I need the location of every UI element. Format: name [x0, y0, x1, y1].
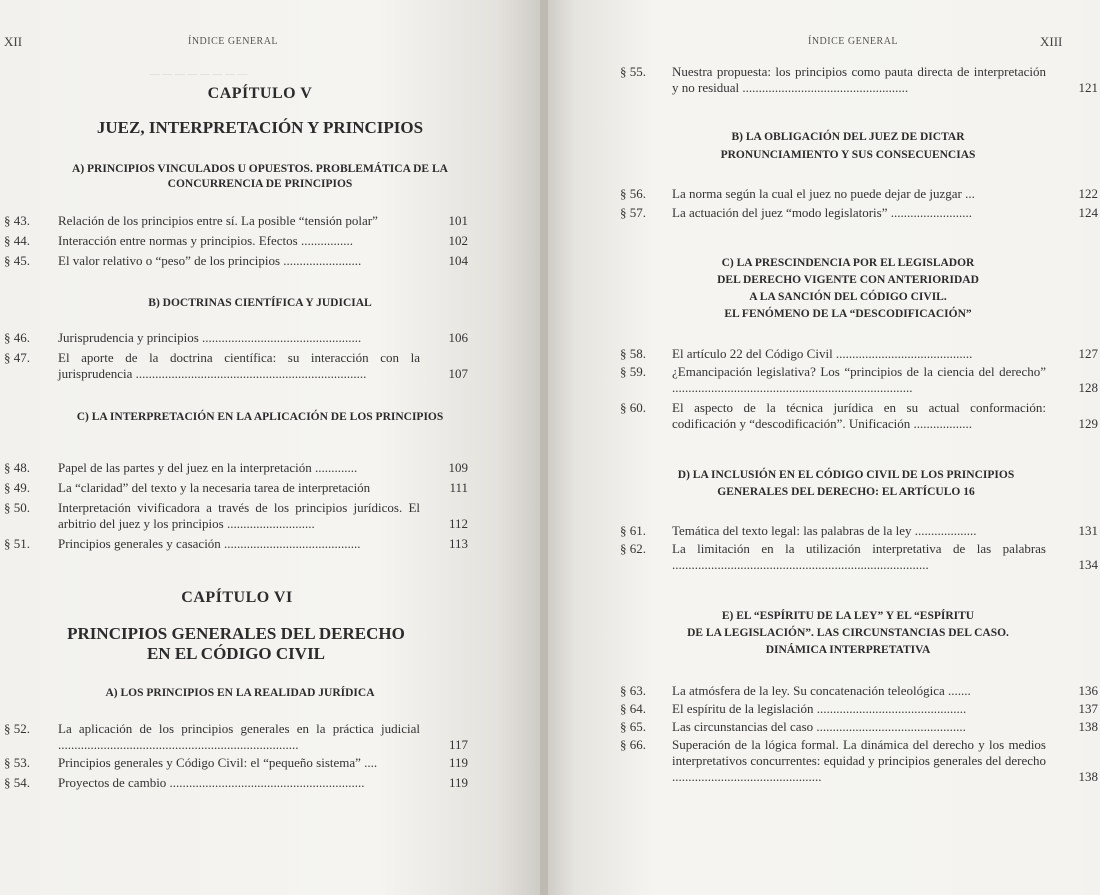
running-head: ÍNDICE GENERAL [808, 36, 899, 47]
entry-page: 102 [448, 233, 468, 248]
entry-page: 127 [1078, 346, 1098, 361]
entry-page: 134 [1078, 557, 1098, 572]
toc-entry[interactable] [4, 460, 474, 478]
toc-entry[interactable] [620, 186, 1100, 204]
entry-title: Superación de la lógica formal. La dinámica del derecho y los medios interpretativos concurrentes: equidad y principios generales del derecho .............................................. [672, 737, 1046, 784]
entry-title: El artículo 22 del Código Civil .......................................... [672, 346, 973, 361]
entry-page: 106 [448, 330, 468, 345]
section-number: § 60. [620, 400, 646, 415]
entry-title: Jurisprudencia y principios ................................................. [58, 330, 362, 345]
entry-page: 131 [1078, 523, 1098, 538]
entry-title: El espíritu de la legislación .............................................. [672, 701, 967, 716]
chapter-title: JUEZ, INTERPRETACIÓN Y PRINCIPIOS [96, 118, 424, 137]
entry-page: 138 [1078, 769, 1098, 784]
entry-page: 104 [448, 253, 468, 268]
entry-title: El valor relativo o “peso” de los principios ........................ [58, 253, 362, 268]
toc-entry[interactable] [4, 233, 474, 251]
entry-title: La norma según la cual el juez no puede dejar de juzgar ... [672, 186, 975, 201]
entry-page: 113 [448, 536, 468, 551]
entry-title: Temática del texto legal: las palabras de la ley ................... [672, 523, 977, 538]
toc-entry[interactable] [4, 755, 474, 773]
entry-title: El aspecto de la técnica jurídica en su actual conformación: codificación y “descodificación”. Unificación .................. [672, 400, 1046, 431]
entry-title: El aporte de la doctrina científica: su interacción con la jurisprudencia ....................................................................... [58, 350, 420, 381]
section-heading: EL FENÓMENO DE LA “DESCODIFICACIÓN” [724, 308, 972, 320]
section-number: § 43. [4, 213, 30, 228]
page-number: XII [4, 34, 23, 49]
toc-entry[interactable] [620, 364, 1100, 398]
entry-title: La actuación del juez “modo legislatoris” ......................... [672, 205, 972, 220]
chapter-label: CAPÍTULO VI [181, 589, 293, 606]
section-number: § 50. [4, 500, 30, 515]
toc-entry[interactable] [4, 213, 474, 231]
section-heading: D) LA INCLUSIÓN EN EL CÓDIGO CIVIL DE LOS PRINCIPIOS [677, 469, 1015, 481]
entry-page: 122 [1078, 186, 1098, 201]
toc-entry[interactable] [620, 683, 1100, 701]
running-head: ÍNDICE GENERAL [188, 36, 279, 47]
toc-entry[interactable] [620, 400, 1100, 434]
page-number: XIII [1040, 34, 1063, 49]
section-number: § 62. [620, 541, 646, 556]
section-heading: A) LOS PRINCIPIOS EN LA REALIDAD JURÍDICA [105, 687, 375, 699]
book-gutter [540, 0, 548, 895]
section-number: § 48. [4, 460, 30, 475]
section-number: § 61. [620, 523, 646, 538]
section-number: § 47. [4, 350, 30, 365]
section-number: § 64. [620, 701, 646, 716]
entry-title: Nuestra propuesta: los principios como pauta directa de interpretación y no residual ................................................... [672, 64, 1046, 95]
section-number: § 49. [4, 480, 30, 495]
toc-entry[interactable] [620, 346, 1100, 364]
entry-title: La “claridad” del texto y la necesaria tarea de interpretación [58, 480, 371, 495]
section-number: § 58. [620, 346, 646, 361]
toc-entry[interactable] [4, 330, 474, 348]
toc-entry[interactable] [4, 721, 474, 755]
section-heading: GENERALES DEL DERECHO: EL ARTÍCULO 16 [717, 486, 975, 498]
entry-page: 117 [448, 737, 468, 752]
left-page [0, 0, 540, 895]
toc-entry[interactable] [620, 541, 1100, 575]
section-number: § 45. [4, 253, 30, 268]
section-number: § 46. [4, 330, 30, 345]
entry-page: 129 [1078, 416, 1098, 431]
entry-page: 136 [1078, 683, 1098, 698]
entry-page: 128 [1078, 380, 1098, 395]
entry-page: 107 [448, 366, 468, 381]
section-number: § 55. [620, 64, 646, 79]
chapter-title: PRINCIPIOS GENERALES DEL DERECHO [67, 624, 405, 643]
chapter-title: EN EL CÓDIGO CIVIL [146, 644, 326, 663]
section-number: § 52. [4, 721, 30, 736]
section-heading: PRONUNCIAMIENTO Y SUS CONSECUENCIAS [720, 149, 976, 161]
entry-title: Papel de las partes y del juez en la interpretación ............. [58, 460, 358, 475]
toc-entry[interactable] [620, 737, 1100, 789]
section-number: § 51. [4, 536, 30, 551]
entry-page: 112 [448, 516, 468, 531]
toc-entry[interactable] [4, 350, 474, 384]
chapter-label: CAPÍTULO V [207, 85, 313, 102]
toc-entry[interactable] [4, 775, 474, 793]
toc-entry[interactable] [4, 480, 474, 498]
bleed-through: — — — — — — — — [150, 68, 248, 80]
entry-title: Relación de los principios entre sí. La posible “tensión polar” [58, 213, 378, 228]
entry-page: 101 [448, 213, 468, 228]
section-heading: E) EL “ESPÍRITU DE LA LEY” Y EL “ESPÍRITU [721, 610, 975, 622]
section-heading: C) LA INTERPRETACIÓN EN LA APLICACIÓN DE LOS PRINCIPIOS [76, 411, 444, 423]
entry-title: La aplicación de los principios generales en la práctica judicial .......................................................................... [58, 721, 420, 752]
section-heading: C) LA PRESCINDENCIA POR EL LEGISLADOR [721, 257, 975, 269]
toc-entry[interactable] [620, 64, 1100, 98]
entry-title: Principios generales y Código Civil: el “pequeño sistema” .... [58, 755, 378, 770]
section-number: § 65. [620, 719, 646, 734]
entry-title: La limitación en la utilización interpretativa de las palabras ............................................................................... [672, 541, 1046, 572]
entry-title: Interacción entre normas y principios. Efectos ................ [58, 233, 353, 248]
section-heading: DEL DERECHO VIGENTE CON ANTERIORIDAD [717, 274, 979, 286]
entry-title: Las circunstancias del caso .............................................. [672, 719, 966, 734]
toc-entry[interactable] [620, 719, 1100, 737]
section-number: § 44. [4, 233, 30, 248]
section-heading: DINÁMICA INTERPRETATIVA [765, 644, 931, 656]
section-number: § 54. [4, 775, 30, 790]
entry-page: 138 [1078, 719, 1098, 734]
section-number: § 57. [620, 205, 646, 220]
entry-page: 119 [448, 755, 468, 770]
entry-page: 111 [449, 480, 468, 495]
section-heading: A) PRINCIPIOS VINCULADOS U OPUESTOS. PROBLEMÁTICA DE LA CONCURRENCIA DE PRINCIPIOS [72, 163, 448, 190]
toc-entry[interactable] [4, 253, 474, 271]
right-page [548, 0, 1098, 895]
section-heading: A LA SANCIÓN DEL CÓDIGO CIVIL. [749, 291, 947, 303]
entry-page: 109 [448, 460, 468, 475]
section-number: § 56. [620, 186, 646, 201]
section-number: § 63. [620, 683, 646, 698]
entry-page: 119 [448, 775, 468, 790]
entry-page: 124 [1078, 205, 1098, 220]
entry-title: Interpretación vivificadora a través de los principios jurídicos. El arbitrio del juez y los principios ........................... [58, 500, 420, 531]
toc-entry[interactable] [620, 701, 1100, 719]
section-number: § 53. [4, 755, 30, 770]
entry-title: Principios generales y casación .......................................... [58, 536, 361, 551]
section-number: § 59. [620, 364, 646, 379]
entry-page: 121 [1078, 80, 1098, 95]
section-number: § 66. [620, 737, 646, 752]
entry-page: 137 [1078, 701, 1098, 716]
entry-title: ¿Emancipación legislativa? Los “principios de la ciencia del derecho” .......................................................................... [672, 364, 1046, 395]
entry-title: La atmósfera de la ley. Su concatenación teleológica ....... [672, 683, 971, 698]
entry-title: Proyectos de cambio ............................................................ [58, 775, 365, 790]
section-heading: B) DOCTRINAS CIENTÍFICA Y JUDICIAL [148, 297, 372, 309]
section-heading: DE LA LEGISLACIÓN”. LAS CIRCUNSTANCIAS DEL CASO. [687, 627, 1009, 639]
toc-entry[interactable] [4, 536, 474, 554]
toc-entry[interactable] [620, 523, 1100, 541]
toc-entry[interactable] [4, 500, 474, 534]
toc-entry[interactable] [620, 205, 1100, 223]
section-heading: B) LA OBLIGACIÓN DEL JUEZ DE DICTAR [731, 131, 965, 143]
